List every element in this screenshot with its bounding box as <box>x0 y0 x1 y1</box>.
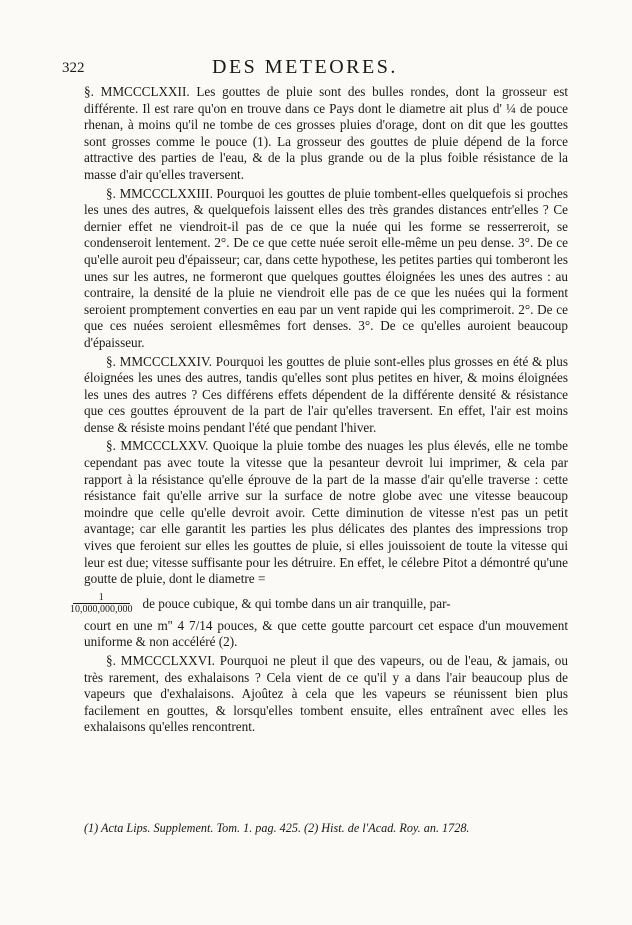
page-header <box>62 56 582 82</box>
paragraph-2374: §. MMCCCLXXIV. Pourquoi les gouttes de pluie sont-elles plus grosses en été & plus éloignées les unes des autres, tandis qu'elles sont plus petites en hiver, & moins éloignées les unes des autres ? Ces différens effets dépendent de la différente densité & résistance que ces gouttes éprouvent de la part de l'air qu'elles traversent. En effet, l'air est moins dense & résiste moins pendant l'été que pendant l'hiver. <box>84 353 568 435</box>
main-text <box>70 84 568 738</box>
paragraph-2375: §. MMCCCLXXV. Quoique la pluie tombe des nuages les plus élevés, elle ne tombe cependant pas avec toute la vitesse que la pesanteur devroit lui imprimer, & cela par rapport à la résistance qu'elle éprouve de la part de la masse d'air qu'elle traverse : cette résistance fait qu'elle arrive sur la surface de notre globe avec une vitesse beaucoup moindre que celle qu'elle devroit avoir. Cette diminution de vitesse n'est pas un petit avantage; car elle garantit les parties les plus délicates des plantes des impressions trop vives que feroient sur elles les gouttes de pluie, si elles jouissoient de toute la vitesse qui leur est due; vitesse suffisante pour les détruire. En effet, le célebre Pitot a démontré qu'une goutte de pluie, dont le diametre = <box>84 438 568 587</box>
page-number: 322 <box>62 60 85 76</box>
paragraph-2372: §. MMCCCLXXII. Les gouttes de pluie sont des bulles rondes, dont la grosseur est différente. Il est rare qu'on en trouve dans ce Pays dont le diametre ait plus d' ¼ de pouce rhenan, à moins qu'il ne tombe de ces grosses pluies d'orage, dont on dit que les gouttes sont grosses comme le pouce (1). La grosseur des gouttes de pluie dépend de la force attractive des parties de l'eau, & de la plus grande ou de la plus foible résistance de la masse d'air qu'elles traversent. <box>84 84 568 182</box>
footnotes: (1) Acta Lips. Supplement. Tom. 1. pag. 425. (2) Hist. de l'Acad. Roy. an. 1728. <box>84 821 470 835</box>
paragraph-2375-continuation: court en une m'' 4 7/14 pouces, & que cette goutte parcourt cet espace d'un mouvement uniforme & non accéléré (2). <box>84 617 568 650</box>
fraction-denominator: 10,000,000,000 <box>70 604 133 616</box>
paragraph-2373: §. MMCCCLXXIII. Pourquoi les gouttes de pluie tombent-elles quelquefois si proches les unes des autres, & quelquefois laissent elles des très grandes distances entr'elles ? Ce dernier effet ne viendroit-il pas de ce que la nuée qui les forme se resserreroit, se condenseroit lentement. 2°. De ce que cette nuée seroit elle-même un peu dense. 3°. De ce qu'elle auroit peu d'épaisseur; car, dans cette hypothese, les petites parties qui tomberont les unes sur les autres, ne formeront que quelques gouttes éloignées les unes des autres : au contraire, la densité de la pluie ne viendroit elle pas de ce que les nuées qui la forment seroient promptement converties en eau par un vent rapide qui les comprimeroit. 2°. De ce que ces nuées seroient ellesmêmes fort denses. 3°. De ce qu'elles auroient beaucoup d'épaisseur. <box>84 185 568 350</box>
fraction-numerator: 1 <box>73 592 130 604</box>
fraction <box>70 592 133 615</box>
paragraph-2376: §. MMCCCLXXVI. Pourquoi ne pleut il que des vapeurs, ou de l'eau, & jamais, ou très rarement, des exhalaisons ? Cela vient de ce qu'il y a dans l'air beaucoup plus de vapeurs que d'exhalaisons. Ajoûtez à cela que les vapeurs se réunissent bien plus facilement en gouttes, & lorsqu'elles tombent ensuite, elles entraînent avec elles les exhalaisons qu'elles rencontrent. <box>84 653 568 735</box>
running-title: DES METEORES. <box>212 56 398 78</box>
fraction-line <box>70 590 568 618</box>
fraction-line-text: de pouce cubique, & qui tombe dans un air tranquille, par- <box>142 595 451 611</box>
